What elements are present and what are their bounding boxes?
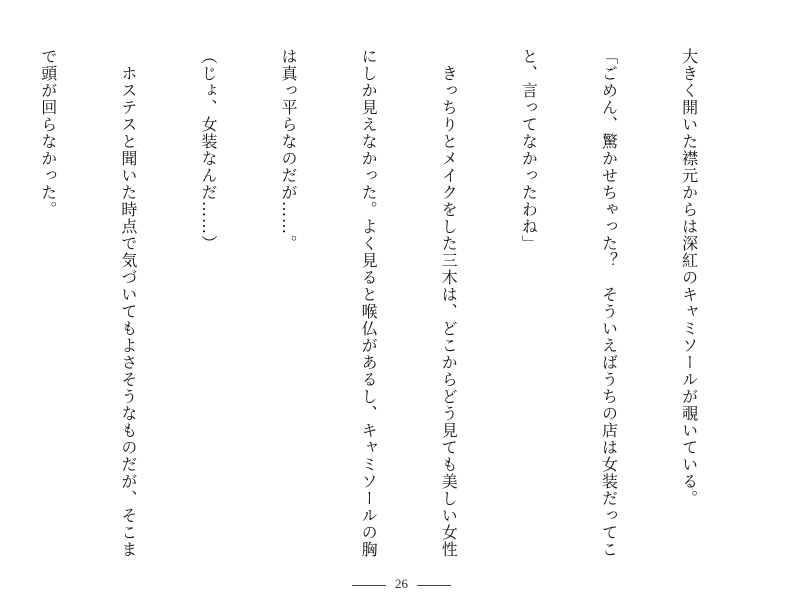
text-line: にしか見えなかった。よく見ると喉仏があるし、キャミソールの胸 bbox=[359, 48, 379, 558]
text-line: 「ごめん、驚かせちゃった？ そういえばうちの店は女装だってこ bbox=[599, 48, 619, 558]
text-line: （じょ、女装なんだ……） bbox=[198, 48, 218, 252]
page-number: 26 bbox=[395, 576, 408, 591]
footer-rule-left bbox=[352, 585, 386, 586]
vertical-text-block bbox=[38, 48, 755, 568]
text-line: 大きく開いた襟元からは深紅のキャミソールが覗いている。 bbox=[679, 48, 699, 507]
text-line: は真っ平らなのだが……。 bbox=[279, 48, 299, 252]
text-line: で頭が回らなかった。 bbox=[38, 48, 58, 218]
page-footer bbox=[0, 576, 803, 592]
text-line: と、言ってなかったわね」 bbox=[519, 48, 539, 252]
footer-rule-right bbox=[417, 585, 451, 586]
text-line: ホステスと聞いた時点で気づいてもよさそうなものだが、そこま bbox=[118, 48, 138, 558]
text-line: きっちりとメイクをした三木は、どこからどう見ても美しい女性 bbox=[439, 48, 459, 558]
